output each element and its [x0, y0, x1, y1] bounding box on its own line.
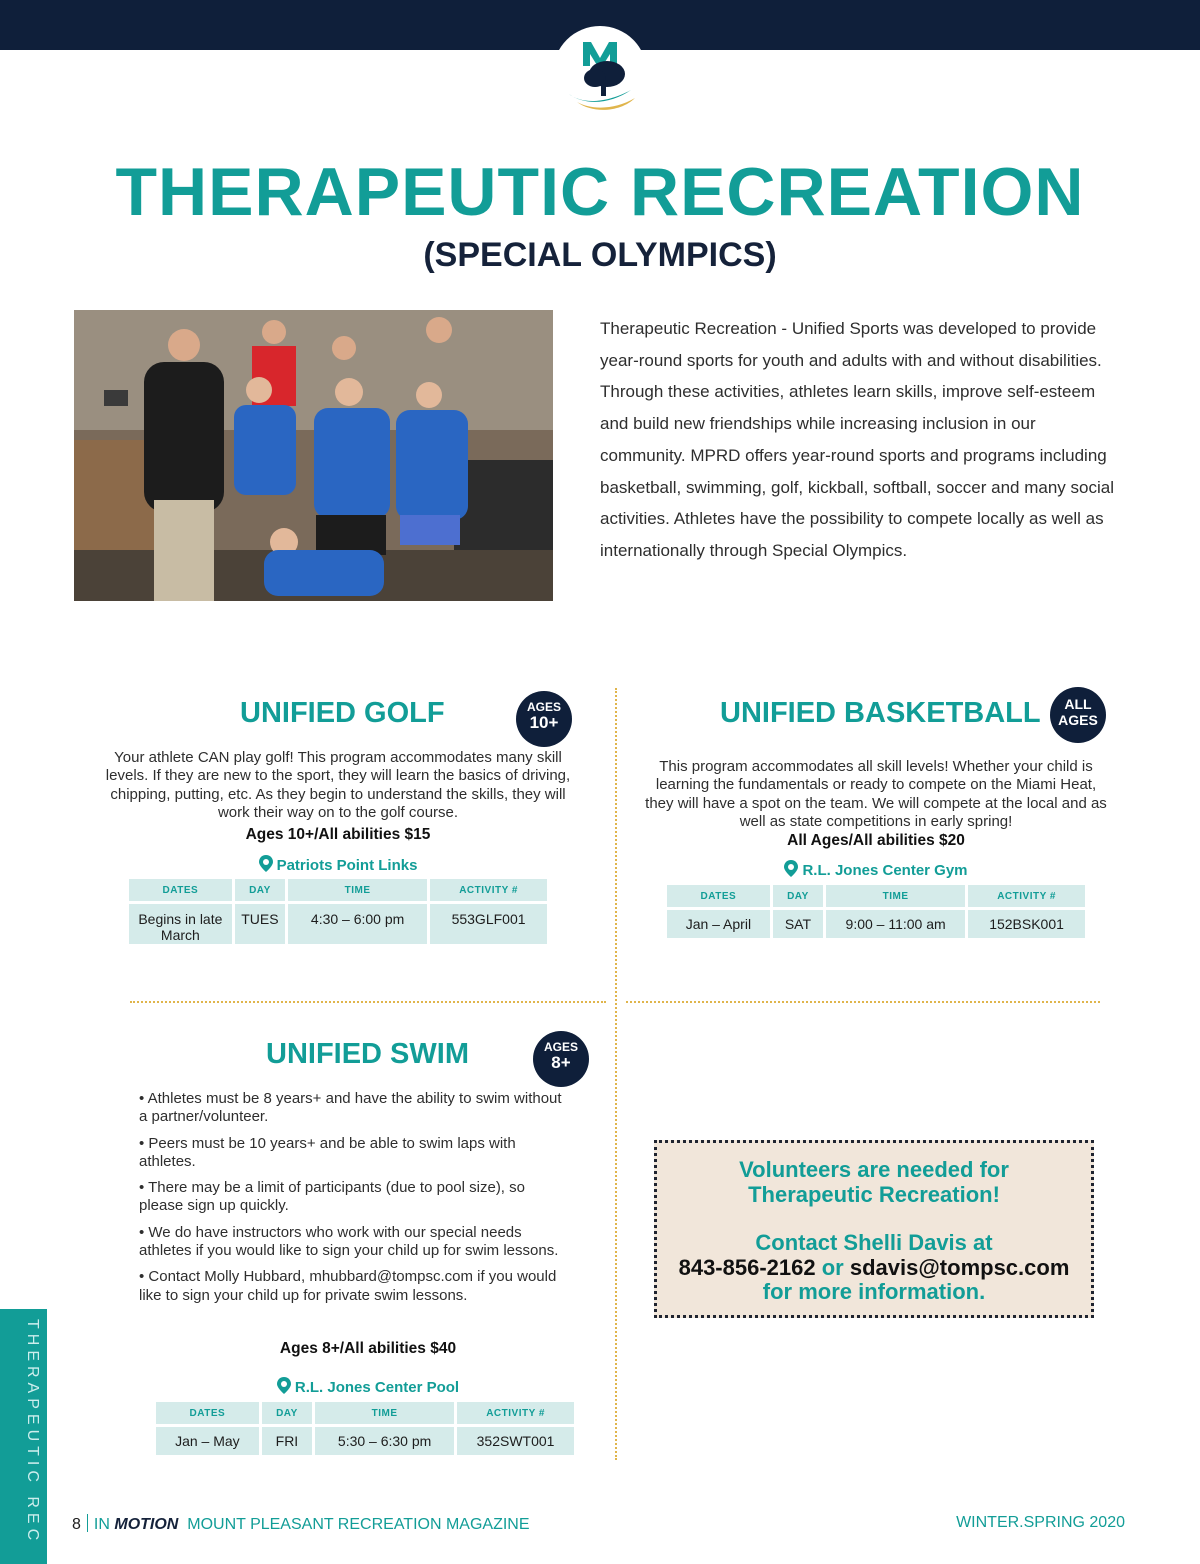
swim-price: Ages 8+/All abilities $40 — [279, 1340, 457, 1357]
table-row — [667, 910, 1085, 938]
volunteer-contact-line: Contact Shelli Davis at — [755, 1230, 993, 1255]
location-pin-icon — [277, 1377, 291, 1394]
intro-paragraph: Therapeutic Recreation - Unified Sports was developed to provide year-round sports for youth and adults with and without disabilities. Through these activities, athletes learn skills, improve self-esteem and build new friendships while increasing inclusion in our community. MPRD offers year-round sports and programs including basketball, swimming, golf, kickball, softball, soccer and many social activities. Athletes have the possibility to compete locally as well as internationally through Special Olympics. — [600, 319, 1114, 560]
col-header-dates: DATES — [129, 879, 232, 901]
golf-price: Ages 10+/All abilities $15 — [245, 826, 431, 843]
swim-title: UNIFIED SWIM — [266, 1038, 469, 1070]
cell-activity: 553GLF001 — [430, 904, 547, 944]
footer-issue: WINTER.SPRING 2020 — [956, 1514, 1125, 1531]
footer-separator — [87, 1514, 88, 1532]
cell-day: SAT — [773, 910, 823, 938]
col-header-dates: DATES — [156, 1402, 259, 1424]
basketball-description: This program accommodates all skill levels! Whether your child is learning the fundamentals or ready to compete on the Miami Heat, they will have a spot on the team. We will compete at the local and as well as state competitions in early spring! — [645, 758, 1107, 830]
section-side-tab — [0, 1309, 47, 1564]
swim-age-badge — [533, 1031, 589, 1087]
volunteer-email[interactable]: sdavis@tompsc.com — [849, 1254, 1070, 1280]
basketball-location-text: R.L. Jones Center Gym — [802, 862, 968, 879]
volunteer-or: or — [821, 1254, 844, 1280]
golf-badge-bottom: 10+ — [529, 713, 559, 732]
footer-magazine — [72, 1514, 530, 1534]
page-subtitle: (SPECIAL OLYMPICS) — [423, 236, 777, 274]
cell-time: 5:30 – 6:30 pm — [315, 1427, 454, 1455]
col-header-time: TIME — [826, 885, 965, 907]
vertical-divider — [615, 688, 617, 1460]
list-item: • Contact Molly Hubbard, mhubbard@tompsc.com if you would like to sign your child up for private swim lessons. — [139, 1268, 557, 1304]
volunteer-callout-box — [654, 1140, 1094, 1318]
basketball-badge-bottom: AGES — [1058, 712, 1098, 728]
basketball-location — [641, 860, 1111, 879]
col-header-activity: ACTIVITY # — [430, 879, 547, 901]
golf-location-text: Patriots Point Links — [276, 857, 418, 874]
basketball-age-badge — [1050, 687, 1106, 743]
list-item: • We do have instructors who work with our special needs athletes if you would like to sign your child up for swim lessons. — [139, 1223, 559, 1260]
horizontal-divider-right — [626, 1001, 1100, 1003]
list-item: • There may be a limit of participants (due to pool size), so please sign up quickly. — [139, 1179, 525, 1215]
mprd-logo — [553, 26, 647, 120]
cell-activity: 152BSK001 — [968, 910, 1085, 938]
col-header-day: DAY — [773, 885, 823, 907]
col-header-day: DAY — [262, 1402, 312, 1424]
footer-in: IN — [93, 1516, 110, 1533]
cell-day: FRI — [262, 1427, 312, 1455]
volunteer-contact-details — [657, 1256, 1091, 1281]
swim-location — [133, 1377, 603, 1396]
volunteer-line-1: Volunteers are needed for — [739, 1157, 1009, 1182]
table-row — [156, 1427, 574, 1455]
volunteer-phone[interactable]: 843-856-2162 — [678, 1254, 816, 1280]
col-header-time: TIME — [288, 879, 427, 901]
golf-badge-top: AGES — [526, 700, 561, 714]
swim-badge-top: AGES — [543, 1040, 578, 1054]
list-item: • Athletes must be 8 years+ and have the ability to swim without a partner/volunteer. — [139, 1090, 562, 1126]
col-header-activity: ACTIVITY # — [457, 1402, 574, 1424]
basketball-badge-top: ALL — [1064, 696, 1092, 712]
cell-activity: 352SWT001 — [457, 1427, 574, 1455]
basketball-title: UNIFIED BASKETBALL — [720, 697, 1041, 729]
col-header-activity: ACTIVITY # — [968, 885, 1085, 907]
cell-dates: Jan – May — [156, 1427, 259, 1455]
col-header-day: DAY — [235, 879, 285, 901]
golf-schedule-table — [126, 876, 550, 947]
footer-motion: MOTION — [114, 1516, 179, 1533]
golf-location — [103, 855, 573, 874]
golf-title: UNIFIED GOLF — [240, 697, 445, 729]
golf-description: Your athlete CAN play golf! This program accommodates many skill levels. If they are new to the sport, they will learn the basics of driving, chipping, putting, etc. As they begin to understand the skills, they will work their way on to the golf course. — [105, 749, 571, 821]
swim-badge-bottom: 8+ — [551, 1053, 571, 1072]
cell-time: 9:00 – 11:00 am — [826, 910, 965, 938]
swim-schedule-table — [153, 1399, 577, 1458]
page-number: 8 — [72, 1516, 81, 1533]
page-title: THERAPEUTIC RECREATION — [115, 154, 1085, 230]
col-header-time: TIME — [315, 1402, 454, 1424]
location-pin-icon — [784, 860, 798, 877]
cell-dates: Jan – April — [667, 910, 770, 938]
cell-time: 4:30 – 6:00 pm — [288, 904, 427, 944]
cell-day: TUES — [235, 904, 285, 944]
swim-bullet-list — [139, 1090, 569, 1313]
volunteer-closing-line: for more information. — [762, 1279, 986, 1304]
basketball-price: All Ages/All abilities $20 — [787, 832, 965, 849]
basketball-schedule-table — [664, 882, 1088, 941]
side-tab-label: THERAPEUTIC REC — [24, 1319, 41, 1546]
golf-age-badge — [516, 691, 572, 747]
location-pin-icon — [259, 855, 273, 872]
swim-location-text: R.L. Jones Center Pool — [294, 1379, 460, 1396]
horizontal-divider-left — [130, 1001, 606, 1003]
footer-magazine-name: MOUNT PLEASANT RECREATION MAGAZINE — [187, 1516, 530, 1533]
cell-dates: Begins in late March — [129, 904, 232, 944]
list-item: • Peers must be 10 years+ and be able to swim laps with athletes. — [139, 1134, 516, 1170]
athletes-group-photo — [74, 310, 553, 601]
col-header-dates: DATES — [667, 885, 770, 907]
volunteer-line-2: Therapeutic Recreation! — [748, 1181, 1000, 1207]
table-row — [129, 904, 547, 944]
